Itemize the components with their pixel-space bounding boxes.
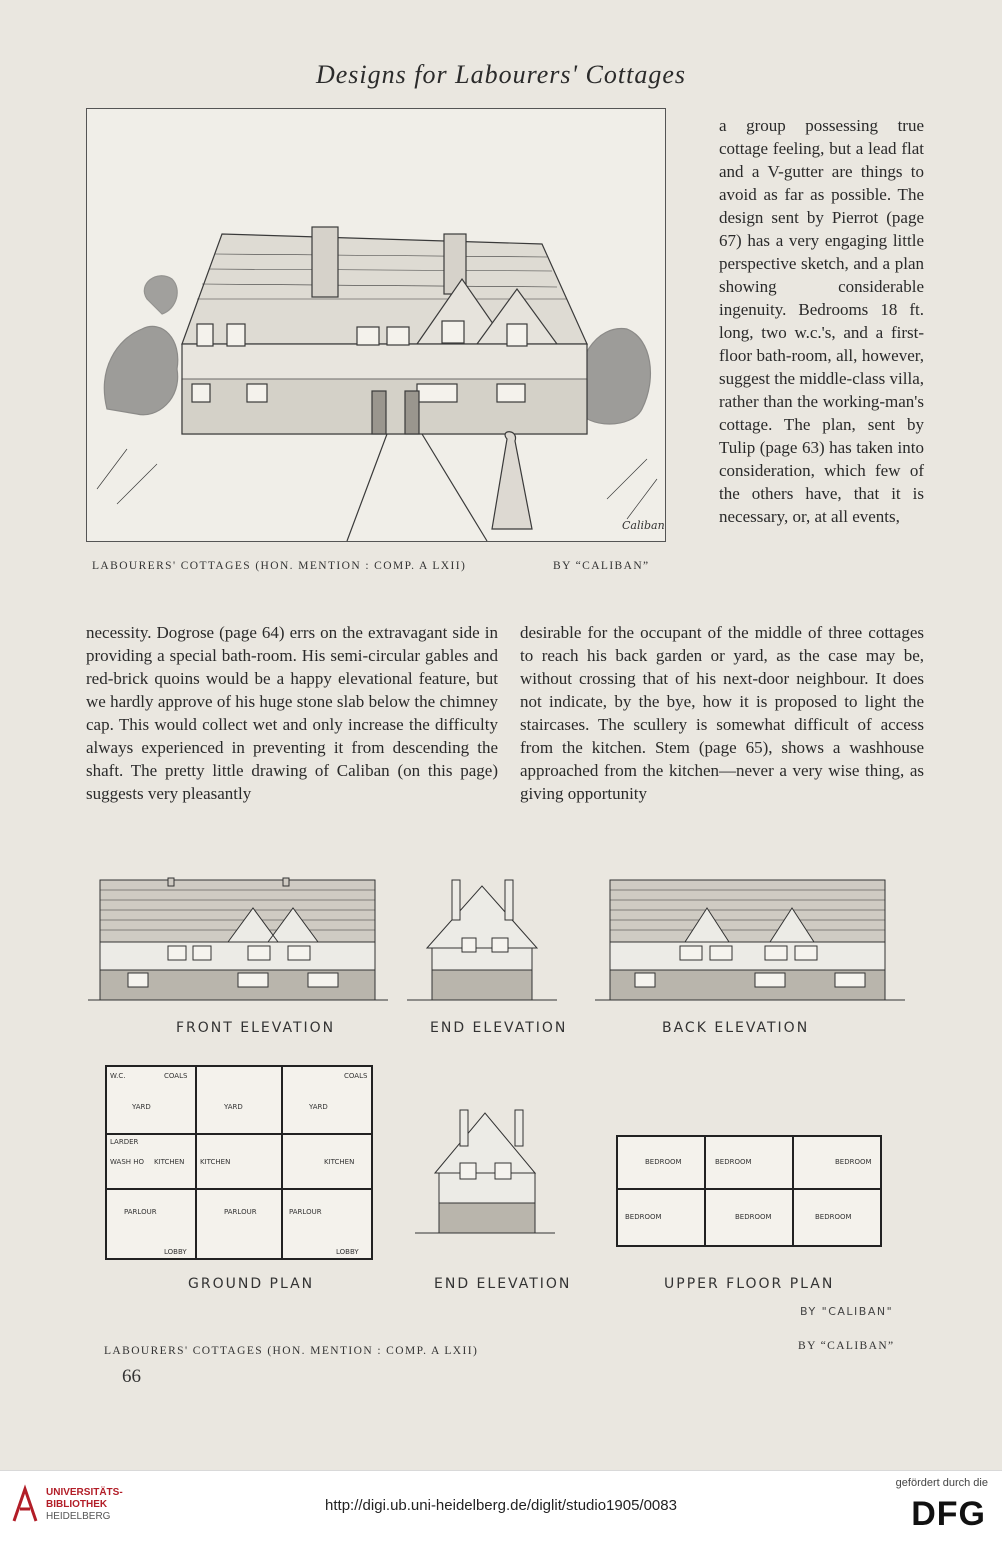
right-column-text: desirable for the occupant of the middle of three cottages to reach his back garden or yard, as the case may be, without crossing that of his next-door neighbour. It does not indicate, by the bye, how it is proposed to light the staircases. The scullery is somewhat difficult of access from the kitchen. Stem (page 65), shows a washhouse approached from the kitchen—never a very wise thing, as giving opportunity xyxy=(520,623,924,803)
ground-yard-label-1: YARD xyxy=(132,1103,151,1111)
upper-bedroom-label-4: BEDROOM xyxy=(625,1213,662,1221)
end-elevation-top-drawing xyxy=(407,878,557,1008)
upper-bedroom-label-6: BEDROOM xyxy=(815,1213,852,1221)
side-column-text: a group possessing true cottage feeling, but a lead flat and a V-gutter are things to avoid as far as possible. The design sent by Pierrot (page 67) has a very engaging little perspective sketch, and a plan showing considerable ingenuity. Bedrooms 18 ft. long, two w.c.'s, and a first-floor bath-room, all, however, suggest the middle-class villa, rather than the working-man's cottage. The plan, sent by Tulip (page 63) has taken into consideration, which few of the others have, that it is necessary, or, at all events, xyxy=(719,116,924,526)
ground-parlour-label-2: PARLOUR xyxy=(224,1208,257,1216)
page-number: 66 xyxy=(122,1366,141,1387)
upper-bedroom-label-5: BEDROOM xyxy=(735,1213,772,1221)
end-elevation-top-label: END ELEVATION xyxy=(430,1020,568,1036)
source-url-link[interactable]: http://digi.ub.uni-heidelberg.de/diglit/studio1905/0083 xyxy=(325,1497,677,1514)
page-title: Designs for Labourers' Cottages xyxy=(315,60,686,89)
ground-parlour-label-1: PARLOUR xyxy=(124,1208,157,1216)
ground-lobby-label-2: LOBBY xyxy=(336,1248,359,1256)
ground-kitchen-label-3: KITCHEN xyxy=(324,1158,355,1166)
footer-bar xyxy=(0,1470,1002,1542)
artist-signature: Caliban xyxy=(622,519,665,532)
ground-wc-label: W.C. xyxy=(110,1072,126,1080)
drawing-signature: BY "CALIBAN" xyxy=(800,1305,894,1318)
ground-plan-label: GROUND PLAN xyxy=(188,1276,315,1292)
illustration-caption: LABOURERS' COTTAGES (HON. MENTION : COMP. A LXII) xyxy=(92,560,467,572)
cottage-perspective-illustration xyxy=(86,108,666,542)
ground-plan-drawing xyxy=(104,1064,374,1264)
ground-yard-label-3: YARD xyxy=(309,1103,328,1111)
bottom-caption: LABOURERS' COTTAGES (HON. MENTION : COMP. A LXII) xyxy=(104,1345,479,1357)
ground-larder-label: LARDER xyxy=(110,1138,139,1146)
ground-parlour-label-3: PARLOUR xyxy=(289,1208,322,1216)
ground-yard-label-2: YARD xyxy=(224,1103,243,1111)
upper-bedroom-label-2: BEDROOM xyxy=(715,1158,752,1166)
library-name: UNIVERSITÄTS- BIBLIOTHEK HEIDELBERG xyxy=(46,1487,123,1522)
front-elevation-label: FRONT ELEVATION xyxy=(176,1020,336,1036)
ground-lobby-label-1: LOBBY xyxy=(164,1248,187,1256)
end-elevation-bottom-drawing xyxy=(415,1108,555,1238)
upper-floor-plan-label: UPPER FLOOR PLAN xyxy=(664,1276,835,1292)
upper-floor-plan-drawing xyxy=(615,1134,885,1254)
illustration-credit: BY “CALIBAN” xyxy=(553,560,650,572)
upper-bedroom-label-1: BEDROOM xyxy=(645,1158,682,1166)
funding-note: gefördert durch die xyxy=(895,1477,988,1489)
left-column-text: necessity. Dogrose (page 64) errs on the extravagant side in providing a special bath-room. His semi-circular gables and red-brick quoins would be a happy elevational feature, but we hardly approve of his huge stone slab below the chimney cap. This would collect wet and only increase the difficulty always experienced in preventing it from descending the shaft. The pretty little drawing of Caliban (on this page) suggests very pleasantly xyxy=(86,623,498,803)
cottage-sketch xyxy=(87,109,665,541)
bottom-credit: BY “CALIBAN” xyxy=(798,1340,895,1352)
back-elevation-drawing xyxy=(595,878,905,1008)
ground-kitchen-label-2: KITCHEN xyxy=(200,1158,231,1166)
ground-kitchen-label-1: KITCHEN xyxy=(154,1158,185,1166)
end-elevation-bottom-label: END ELEVATION xyxy=(434,1276,572,1292)
back-elevation-label: BACK ELEVATION xyxy=(662,1020,810,1036)
upper-bedroom-label-3: BEDROOM xyxy=(835,1158,872,1166)
ground-wash-label: WASH HO xyxy=(110,1158,145,1166)
ground-coals-label: COALS xyxy=(164,1072,188,1080)
ground-coals-label-right: COALS xyxy=(344,1072,368,1080)
front-elevation-drawing xyxy=(88,878,388,1008)
dfg-logo: DFG xyxy=(911,1495,986,1533)
